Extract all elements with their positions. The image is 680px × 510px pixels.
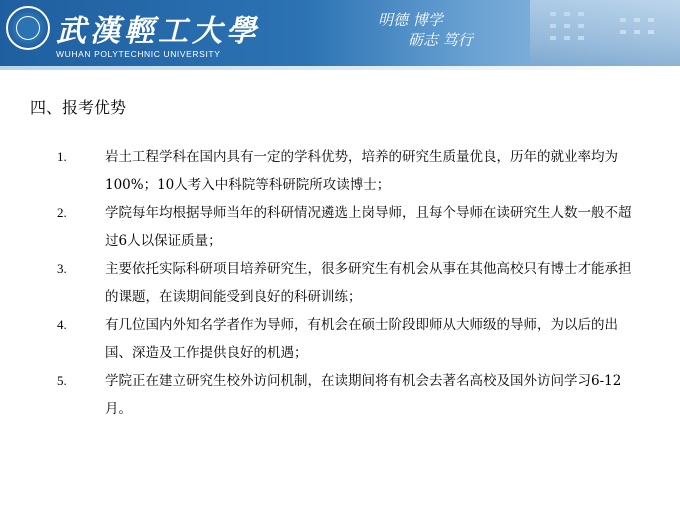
motto-line-1: 明德 博学 [378, 11, 443, 29]
list-item [57, 255, 647, 311]
university-emblem-icon [6, 6, 50, 50]
section-title: 四、报考优势 [30, 98, 127, 117]
list-item [57, 143, 647, 199]
list-item [57, 311, 647, 367]
list-item [57, 367, 647, 423]
list-item-text: 岩土工程学科在国内具有一定的学科优势，培养的研究生质量优良，历年的就业率均为100%；10人考入中科院等科研院所攻读博士； [105, 149, 618, 193]
list-item-number: 5. [57, 373, 67, 388]
list-item-number: 1. [57, 149, 67, 164]
motto-line-2: 砺志 笃行 [408, 31, 473, 49]
list-item-text: 主要依托实际科研项目培养研究生，很多研究生有机会从事在其他高校只有博士才能承担的课题，在读期间能受到良好的科研训练； [105, 261, 632, 305]
list-item-number: 2. [57, 205, 67, 220]
list-item-number: 3. [57, 261, 67, 276]
list-item-number: 4. [57, 317, 67, 332]
list-item [57, 199, 647, 255]
header-banner [0, 0, 680, 70]
advantages-list [57, 143, 647, 423]
university-name-cn: 武漢輕工大學 [56, 14, 260, 49]
list-item-text: 学院每年均根据导师当年的科研情况遴选上岗导师，且每个导师在读研究生人数一般不超过6人以保证质量； [105, 205, 632, 249]
list-item-text: 学院正在建立研究生校外访问机制，在读期间将有机会去著名高校及国外访问学习6-12月。 [105, 373, 622, 417]
header-divider [0, 66, 680, 70]
university-motto [378, 10, 473, 50]
list-item-text: 有几位国内外知名学者作为导师，有机会在硕士阶段即师从大师级的导师，为以后的出国、深造及工作提供良好的机遇； [105, 317, 618, 361]
university-name-en: WUHAN POLYTECHNIC UNIVERSITY [56, 49, 221, 59]
campus-building-image [530, 0, 680, 70]
